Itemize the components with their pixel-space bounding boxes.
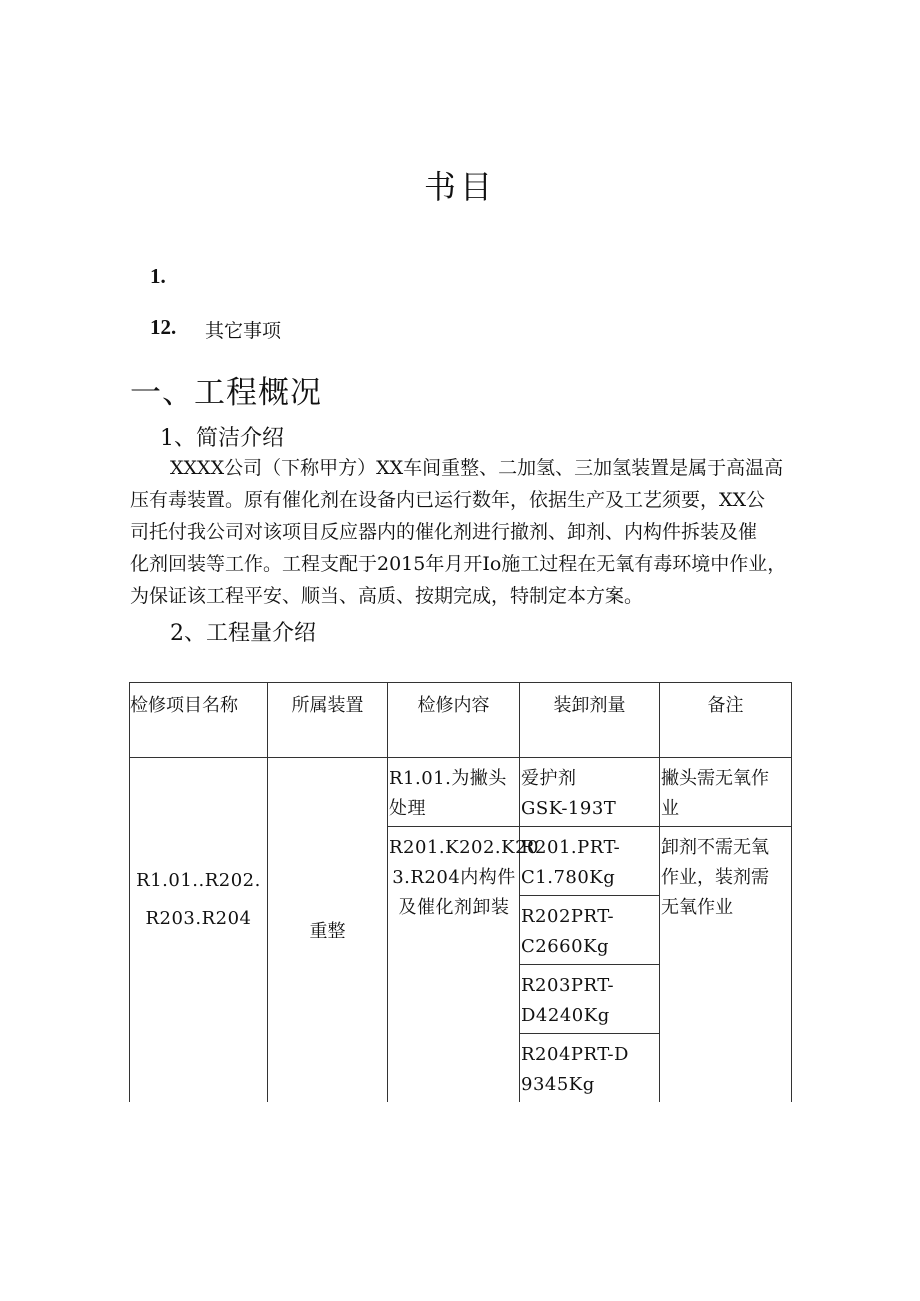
amount-line: D4240Kg — [521, 1005, 610, 1026]
content-cell — [388, 758, 520, 827]
column-header-amount: 装卸剂量 — [520, 683, 660, 758]
intro-heading: 1、简洁介绍 — [160, 426, 284, 451]
project-name-cell — [130, 758, 268, 1103]
column-header-project-name: 检修项目名称 — [130, 683, 268, 758]
amount-line: 9345Kg — [521, 1074, 595, 1095]
content-line: 3.R204内构件 — [392, 867, 516, 888]
project-name-line-1: R1.01..R202. — [136, 870, 261, 891]
content-line: 及催化剂卸装 — [398, 897, 510, 918]
quantities-table — [129, 682, 792, 1102]
note-cell — [660, 758, 792, 827]
section-heading: 一、工程概况 — [130, 375, 322, 411]
amount-line: R201.PRT- — [521, 837, 621, 858]
amount-cell — [520, 1034, 660, 1103]
intro-line-3: 司托付我公司对该项目反应器内的催化剂进行撤剂、卸剂、内构件拆装及催 — [130, 521, 758, 543]
content-line: 处理 — [389, 798, 426, 819]
note-line: 作业，装剂需 — [661, 867, 769, 888]
amount-cell — [520, 758, 660, 827]
amount-line: GSK-193T — [521, 798, 617, 819]
column-header-note: 备注 — [660, 683, 792, 758]
column-header-unit: 所属装置 — [268, 683, 388, 758]
toc-entry-12-number: 12. — [150, 315, 177, 339]
amount-line: C1.780Kg — [521, 867, 616, 888]
note-line: 卸剂不需无氧 — [661, 837, 769, 858]
intro-line-2: 压有毒装置。原有催化剂在设备内已运行数年，依据生产及工艺须要，XX公 — [130, 489, 766, 511]
note-line: 撇头需无氧作 — [661, 768, 769, 789]
intro-line-4: 化剂回装等工作。工程支配于2015年月开Io施工过程在无氧有毒环境中作业， — [130, 553, 787, 575]
note-line: 无氧作业 — [661, 897, 733, 918]
content-line: R201.K202.K20 — [389, 837, 540, 858]
quantities-heading: 2、工程量介绍 — [170, 621, 316, 646]
amount-line: R202PRT- — [521, 906, 615, 927]
amount-line: 爱护剂 — [521, 768, 577, 789]
table-header-row — [130, 683, 792, 758]
table-row — [130, 758, 792, 827]
document-title: 书目 — [423, 168, 496, 206]
unit-cell — [268, 758, 388, 1103]
column-header-content: 检修内容 — [388, 683, 520, 758]
amount-line: R204PRT-D — [521, 1044, 629, 1065]
project-name-line-2: R203.R204 — [145, 908, 252, 929]
unit-value: 重整 — [309, 921, 346, 942]
toc-entry-1-number: 1. — [150, 264, 166, 288]
amount-cell — [520, 965, 660, 1034]
intro-line-5: 为保证该工程平安、顺当、高质、按期完成，特制定本方案。 — [130, 585, 644, 607]
note-cell — [660, 827, 792, 1103]
amount-line: R203PRT- — [521, 975, 615, 996]
intro-line-1: XXXX公司（下称甲方）XX车间重整、二加氢、三加氢装置是属于高温高 — [170, 457, 784, 479]
content-line: R1.01.为撇头 — [389, 768, 507, 789]
content-cell — [388, 827, 540, 1103]
amount-cell — [520, 896, 660, 965]
toc-entry-12-text: 其它事项 — [205, 320, 282, 342]
note-line: 业 — [661, 798, 679, 819]
amount-cell — [520, 827, 660, 896]
amount-line: C2660Kg — [521, 936, 610, 957]
